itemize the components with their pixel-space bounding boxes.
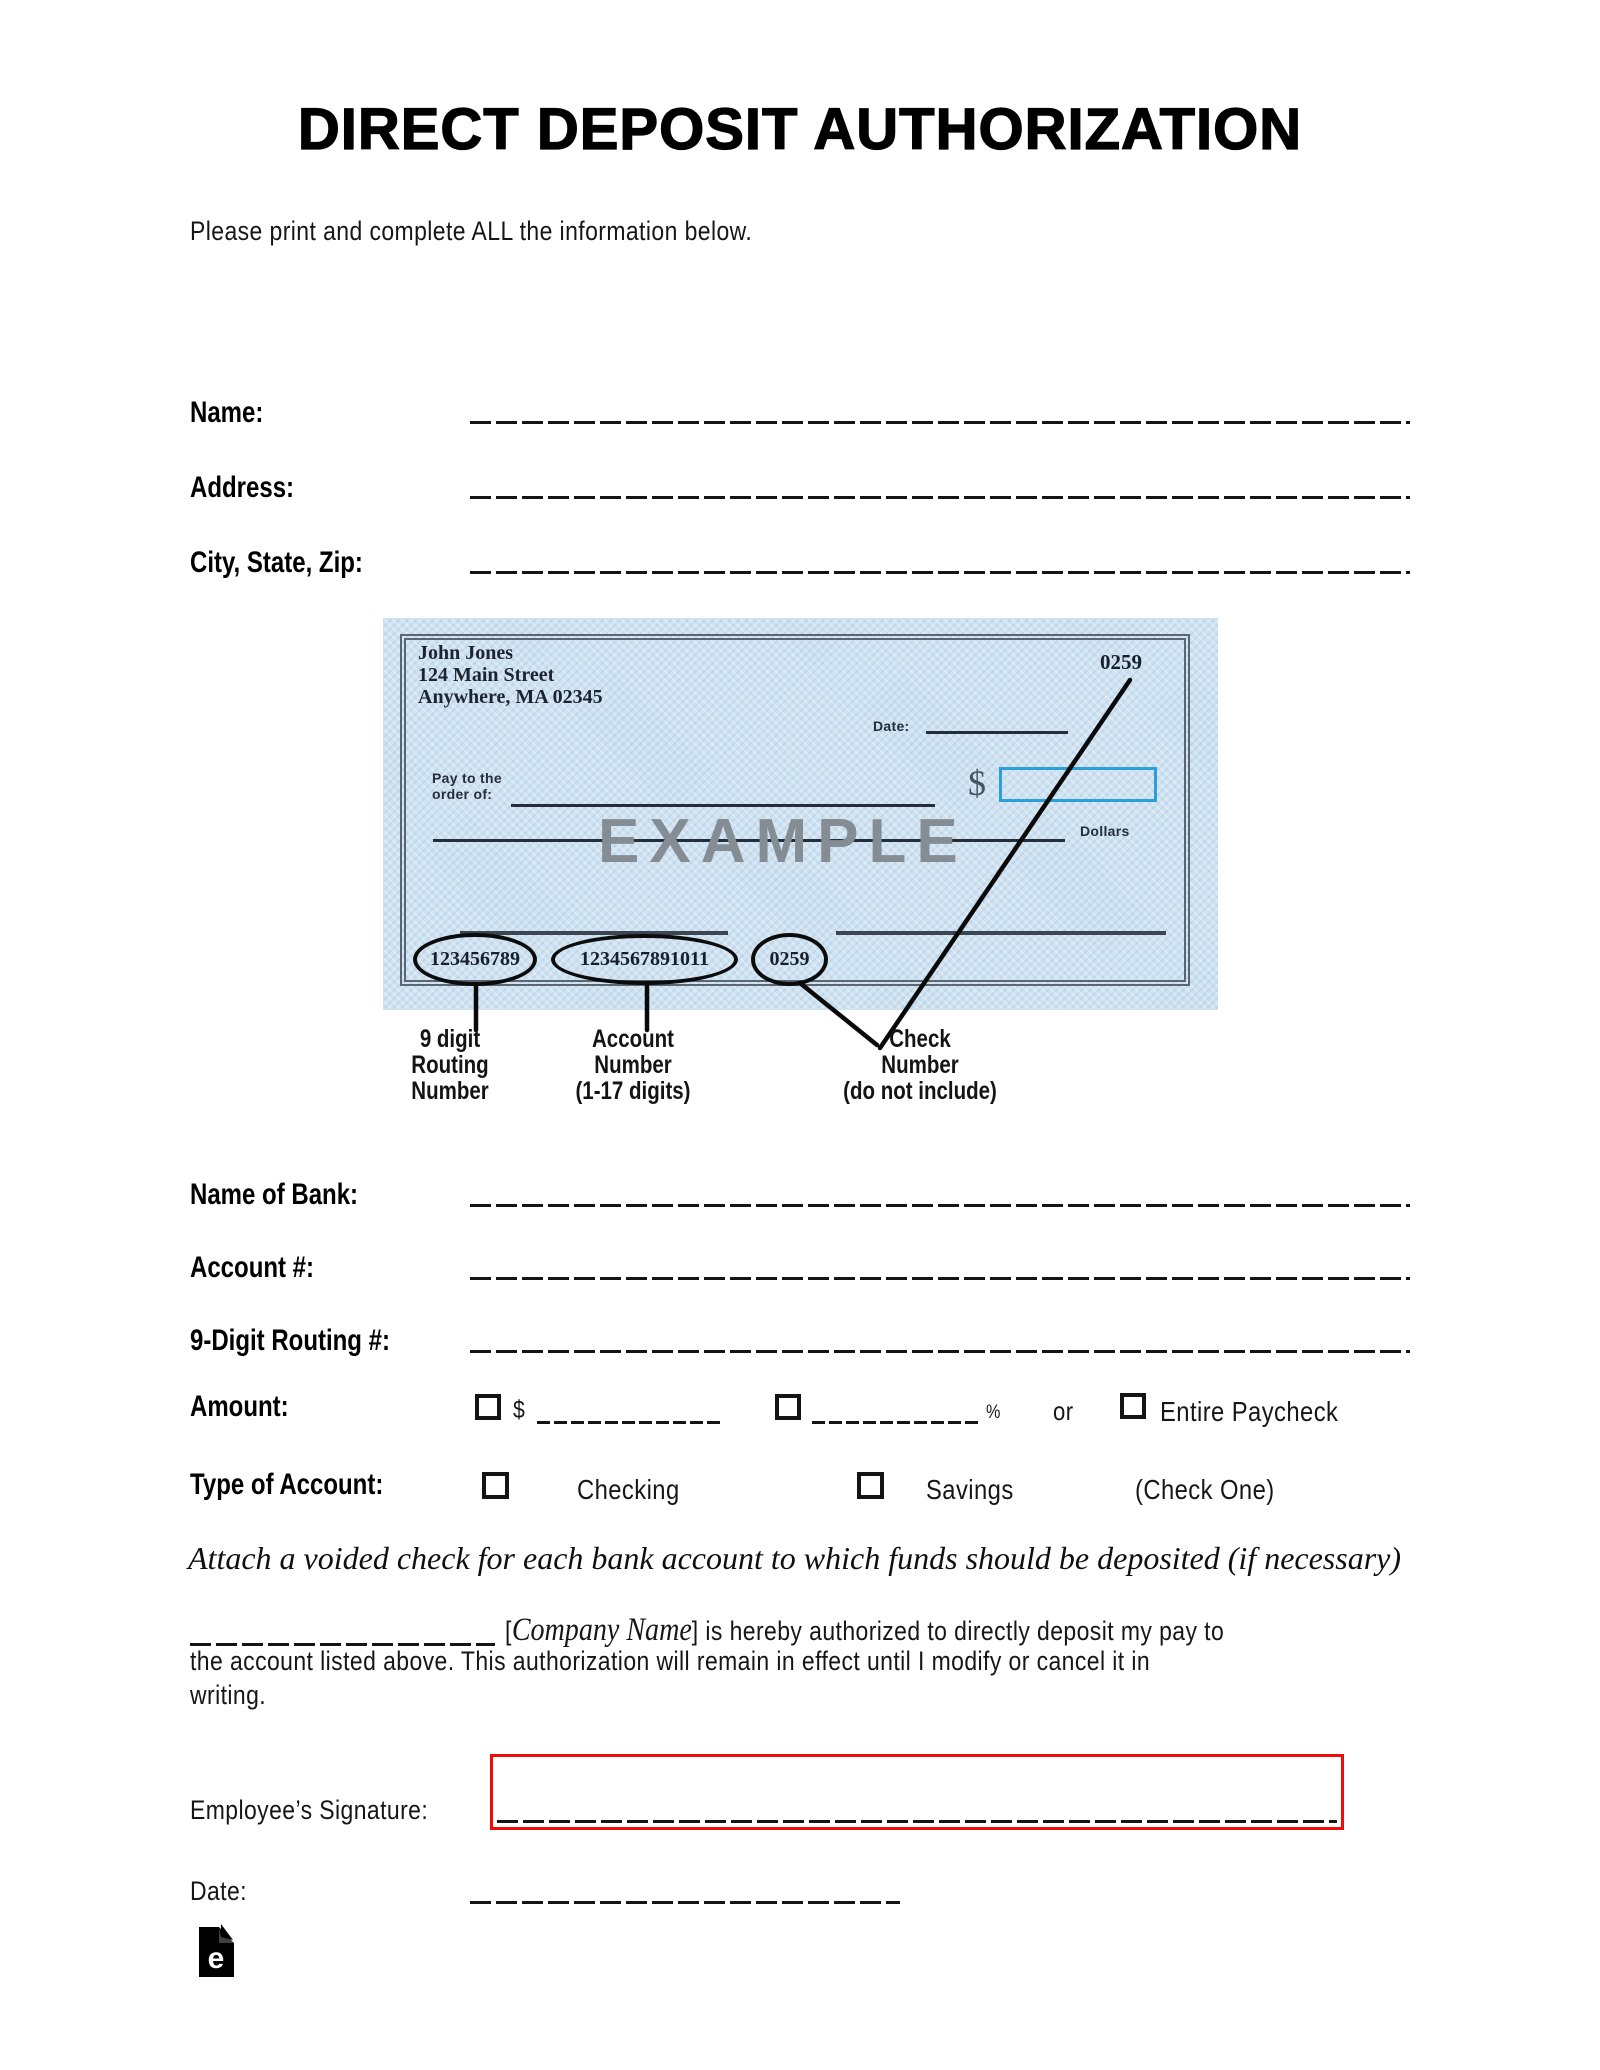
savings-checkbox[interactable] bbox=[857, 1472, 884, 1499]
authorization-line1-rest: ] is hereby authorized to directly deposit my pay to bbox=[691, 1616, 1225, 1646]
employee-signature-box[interactable] bbox=[490, 1754, 1344, 1830]
employee-signature-line[interactable] bbox=[497, 1820, 1337, 1823]
address-label: Address: bbox=[190, 471, 295, 504]
check-pay-to-label: Pay to the order of: bbox=[432, 770, 502, 802]
check-example-watermark: EXAMPLE bbox=[598, 807, 968, 876]
amount-or-text: or bbox=[1053, 1396, 1074, 1426]
amount-entire-paycheck-label: Entire Paycheck bbox=[1160, 1396, 1339, 1427]
amount-dollar-checkbox[interactable] bbox=[475, 1394, 501, 1420]
city-state-zip-field-line[interactable] bbox=[470, 571, 1410, 574]
account-number-caption: Account Number (1-17 digits) bbox=[575, 1025, 691, 1105]
amount-dollar-sign: $ bbox=[513, 1396, 526, 1424]
bank-name-label: Name of Bank: bbox=[190, 1178, 359, 1211]
check-number-bottom: 0259 bbox=[769, 948, 810, 970]
account-number-field-line[interactable] bbox=[470, 1277, 1410, 1280]
eforms-logo-letter: e bbox=[207, 1942, 225, 1975]
check-annotation-pointer-lines bbox=[383, 618, 1218, 1078]
check-payor-street: 124 Main Street bbox=[418, 664, 555, 686]
checking-label: Checking bbox=[577, 1474, 680, 1505]
eforms-logo-icon bbox=[198, 1924, 236, 1978]
authorization-line2: the account listed above. This authorization will remain in effect until I modify or cancel it in bbox=[190, 1646, 1151, 1676]
date-field-line[interactable] bbox=[470, 1901, 900, 1904]
name-label: Name: bbox=[190, 396, 264, 429]
routing-number-caption: 9 digit Routing Number bbox=[411, 1025, 489, 1105]
date-label: Date: bbox=[190, 1876, 247, 1906]
routing-number-field-line[interactable] bbox=[470, 1350, 1410, 1353]
company-name-placeholder: Company Name bbox=[511, 1612, 692, 1648]
city-state-zip-label: City, State, Zip: bbox=[190, 546, 363, 579]
name-field-line[interactable] bbox=[470, 421, 1410, 424]
authorization-line1 bbox=[505, 1612, 1224, 1649]
check-number-top: 0259 bbox=[1100, 650, 1142, 674]
type-of-account-label: Type of Account: bbox=[190, 1468, 384, 1501]
check-date-label: Date: bbox=[873, 718, 910, 734]
checking-checkbox[interactable] bbox=[482, 1472, 509, 1499]
page-title: DIRECT DEPOSIT AUTHORIZATION bbox=[297, 97, 1303, 162]
check-account-number: 1234567891011 bbox=[580, 948, 709, 970]
intro-instruction: Please print and complete ALL the information below. bbox=[190, 216, 753, 246]
attach-voided-check-note: Attach a voided check for each bank account to which funds should be deposited (if necessary) bbox=[188, 1540, 1402, 1576]
check-one-label: (Check One) bbox=[1135, 1474, 1275, 1505]
check-routing-number: 123456789 bbox=[430, 948, 520, 970]
check-dollar-sign: $ bbox=[968, 763, 986, 803]
authorization-line3: writing. bbox=[190, 1680, 267, 1710]
address-field-line[interactable] bbox=[470, 496, 1410, 499]
amount-entire-paycheck-checkbox[interactable] bbox=[1120, 1393, 1146, 1419]
amount-dollar-field-line[interactable] bbox=[537, 1421, 723, 1424]
amount-label: Amount: bbox=[190, 1390, 289, 1423]
check-number-caption: Check Number (do not include) bbox=[843, 1025, 997, 1105]
check-payor-city: Anywhere, MA 02345 bbox=[418, 686, 603, 708]
amount-percent-sign: % bbox=[986, 1402, 1001, 1423]
bank-name-field-line[interactable] bbox=[470, 1204, 1410, 1207]
amount-percent-checkbox[interactable] bbox=[775, 1394, 801, 1420]
employee-signature-label: Employee’s Signature: bbox=[190, 1795, 429, 1825]
account-number-label: Account #: bbox=[190, 1251, 315, 1284]
check-payor-name: John Jones bbox=[418, 642, 514, 664]
savings-label: Savings bbox=[926, 1474, 1014, 1505]
company-bracket-open: [ bbox=[505, 1616, 512, 1646]
check-dollars-label: Dollars bbox=[1080, 823, 1130, 839]
amount-percent-field-line[interactable] bbox=[812, 1421, 982, 1424]
routing-number-label: 9-Digit Routing #: bbox=[190, 1324, 390, 1357]
